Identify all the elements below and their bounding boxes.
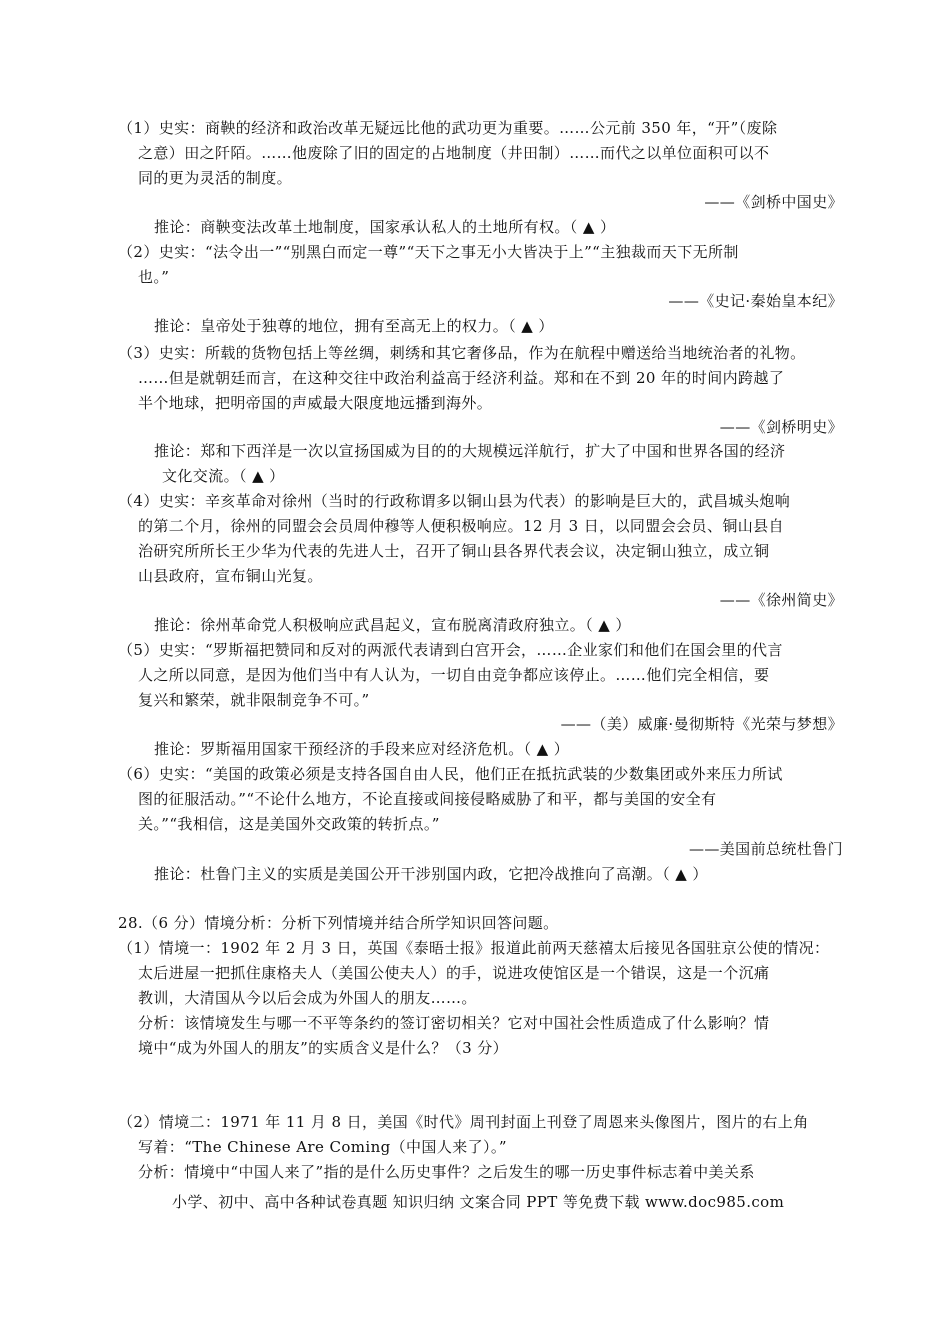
fact-line: （6）史实：“美国的政策必须是支持各国自由人民，他们正在抵抗武装的少数集团或外来压力所试: [118, 765, 783, 783]
scenario-1-line: 境中“成为外国人的朋友”的实质含义是什么？（3 分）: [138, 1039, 509, 1057]
scenario-1-line: 太后进屋一把抓住康格夫人（美国公使夫人）的手，说进攻使馆区是一个错误，这是一个沉痛: [138, 964, 770, 982]
source-citation: ——美国前总统杜鲁门: [688, 840, 843, 858]
scenario-2-line: 分析：情境中“中国人来了”指的是什么历史事件？之后发生的哪一历史事件标志着中美关系: [138, 1163, 755, 1181]
footer-text: 小学、初中、高中各种试卷真题 知识归纳 文案合同 PPT 等免费下载 www.doc985.com: [172, 1193, 785, 1211]
fact-line: 之意）田之阡陌。……他废除了旧的固定的占地制度（井田制）……而代之以单位面积可以不: [138, 144, 770, 162]
scenario-2-line: （2）情境二：1971 年 11 月 8 日，美国《时代》周刊封面上刊登了周恩来头像图片，图片的右上角: [118, 1113, 809, 1131]
fact-line: 同的更为灵活的制度。: [138, 169, 293, 187]
source-citation: ——《剑桥明史》: [719, 418, 843, 436]
conclusion-line: 推论：杜鲁门主义的实质是美国公开干涉别国内政，它把冷战推向了高潮。（ ▲ ）: [154, 865, 708, 883]
conclusion-line: 推论：郑和下西洋是一次以宣扬国威为目的的大规模远洋航行，扩大了中国和世界各国的经济: [154, 442, 786, 460]
conclusion-line: 文化交流。（ ▲ ）: [162, 467, 285, 485]
fact-line: （3）史实：所载的货物包括上等丝绸，刺绣和其它奢侈品，作为在航程中赠送给当地统治者的礼物。: [118, 344, 806, 362]
scenario-2-line: 写着：“The Chinese Are Coming（中国人来了）。”: [138, 1138, 507, 1156]
fact-line: 人之所以同意，是因为他们当中有人认为，一切自由竞争都应该停止。……他们完全相信，要: [138, 666, 770, 684]
conclusion-line: 推论：徐州革命党人积极响应武昌起义，宣布脱离清政府独立。（ ▲ ）: [154, 616, 631, 634]
scenario-1-line: （1）情境一：1902 年 2 月 3 日，英国《泰晤士报》报道此前两天慈禧太后接见各国驻京公使的情况：: [118, 939, 830, 957]
conclusion-line: 推论：皇帝处于独尊的地位，拥有至高无上的权力。（ ▲ ）: [154, 317, 554, 335]
fact-line: 的第二个月，徐州的同盟会会员周仲穆等人便积极响应。12 月 3 日，以同盟会会员、铜山县自: [138, 517, 784, 535]
fact-line: （1）史实：商鞅的经济和政治改革无疑远比他的武功更为重要。……公元前 350 年，“开”（废除: [118, 119, 778, 137]
source-citation: ——《史记·秦始皇本纪》: [668, 292, 843, 310]
fact-line: （4）史实：辛亥革命对徐州（当时的行政称谓多以铜山县为代表）的影响是巨大的，武昌城头炮响: [118, 492, 791, 510]
fact-line: 关。”“我相信，这是美国外交政策的转折点。”: [138, 815, 440, 833]
fact-line: 治研究所所长王少华为代表的先进人士，召开了铜山县各界代表会议，决定铜山独立，成立铜: [138, 542, 770, 560]
conclusion-line: 推论：罗斯福用国家干预经济的手段来应对经济危机。（ ▲ ）: [154, 740, 570, 758]
fact-line: ……但是就朝廷而言，在这种交往中政治利益高于经济利益。郑和在不到 20 年的时间内跨越了: [138, 369, 785, 387]
fact-line: 复兴和繁荣，就非限制竞争不可。”: [138, 691, 370, 709]
fact-line: 也。”: [138, 268, 170, 286]
scenario-1-line: 教训，大清国从今以后会成为外国人的朋友……。: [138, 989, 477, 1007]
question-28-title: 28.（6 分）情境分析：分析下列情境并结合所学知识回答问题。: [118, 914, 559, 932]
fact-line: （5）史实：“罗斯福把赞同和反对的两派代表请到白宫开会，……企业家们和他们在国会里的代言: [118, 641, 783, 659]
source-citation: ——（美）威廉·曼彻斯特《光荣与梦想》: [560, 715, 843, 733]
fact-line: 图的征服活动。”“不论什么地方，不论直接或间接侵略威胁了和平，都与美国的安全有: [138, 790, 717, 808]
fact-line: 山县政府，宣布铜山光复。: [138, 567, 323, 585]
conclusion-line: 推论：商鞅变法改革土地制度，国家承认私人的土地所有权。（ ▲ ）: [154, 218, 616, 236]
source-citation: ——《徐州简史》: [719, 591, 843, 609]
fact-line: （2）史实：“法令出一”“别黑白而定一尊”“天下之事无小大皆决于上”“主独裁而天下无所制: [118, 243, 739, 261]
source-citation: ——《剑桥中国史》: [704, 193, 843, 211]
scenario-1-line: 分析：该情境发生与哪一不平等条约的签订密切相关？它对中国社会性质造成了什么影响？情: [138, 1014, 770, 1032]
fact-line: 半个地球，把明帝国的声威最大限度地远播到海外。: [138, 394, 493, 412]
